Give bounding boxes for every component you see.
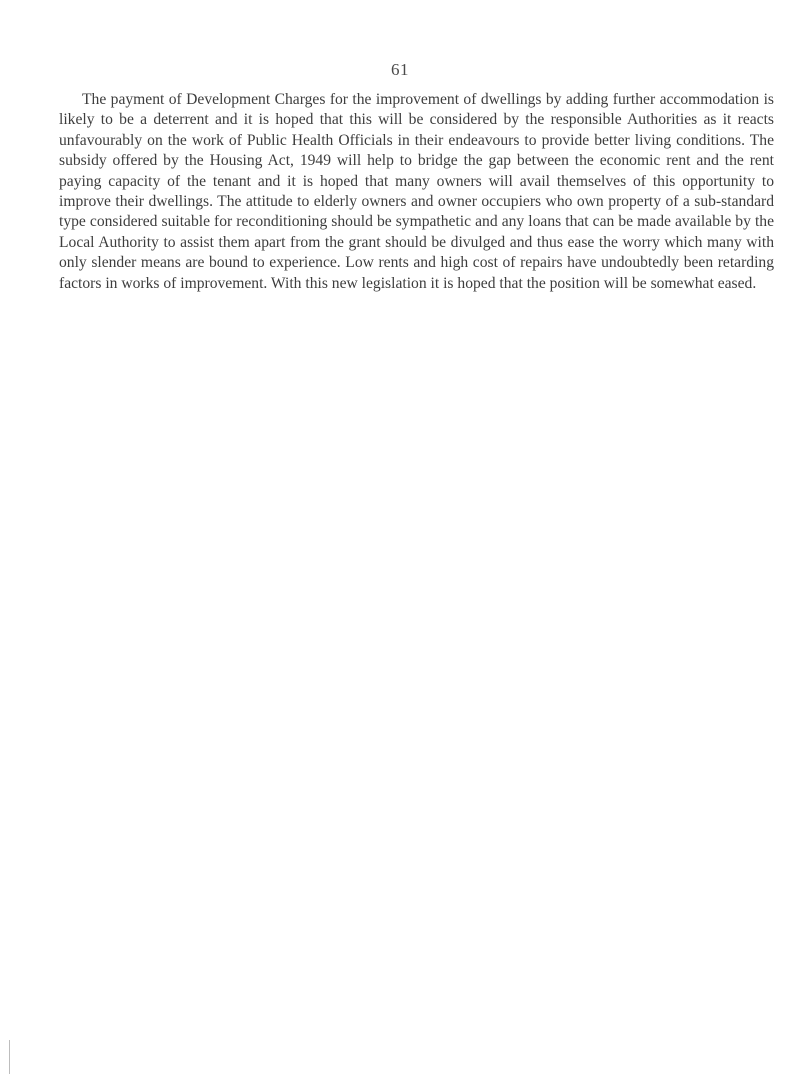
scan-edge-line: [9, 1040, 10, 1074]
page-number: 61: [391, 60, 409, 79]
body-paragraph: The payment of Development Charges for the improvement of dwellings by adding further accommodation is likely to be a deterrent and it is hoped that this will be considered by the responsible Authorities as it reacts unfavourably on the work of Public Health Officials in their endeavours to provide better living conditions. The subsidy offered by the Housing Act, 1949 will help to bridge the gap between the economic rent and the rent paying capacity of the tenant and it is hoped that many owners will avail themselves of this opportunity to improve their dwellings. The attitude to elderly owners and owner occupiers who own property of a sub-standard type considered suitable for reconditioning should be sympathetic and any loans that can be made available by the Local Authority to assist them apart from the grant should be divulged and thus ease the worry which many with only slender means are bound to experience. Low rents and high cost of repairs have undoubtedly been retarding factors in works of improvement. With this new legislation it is hoped that the position will be somewhat eased.: [59, 91, 774, 292]
